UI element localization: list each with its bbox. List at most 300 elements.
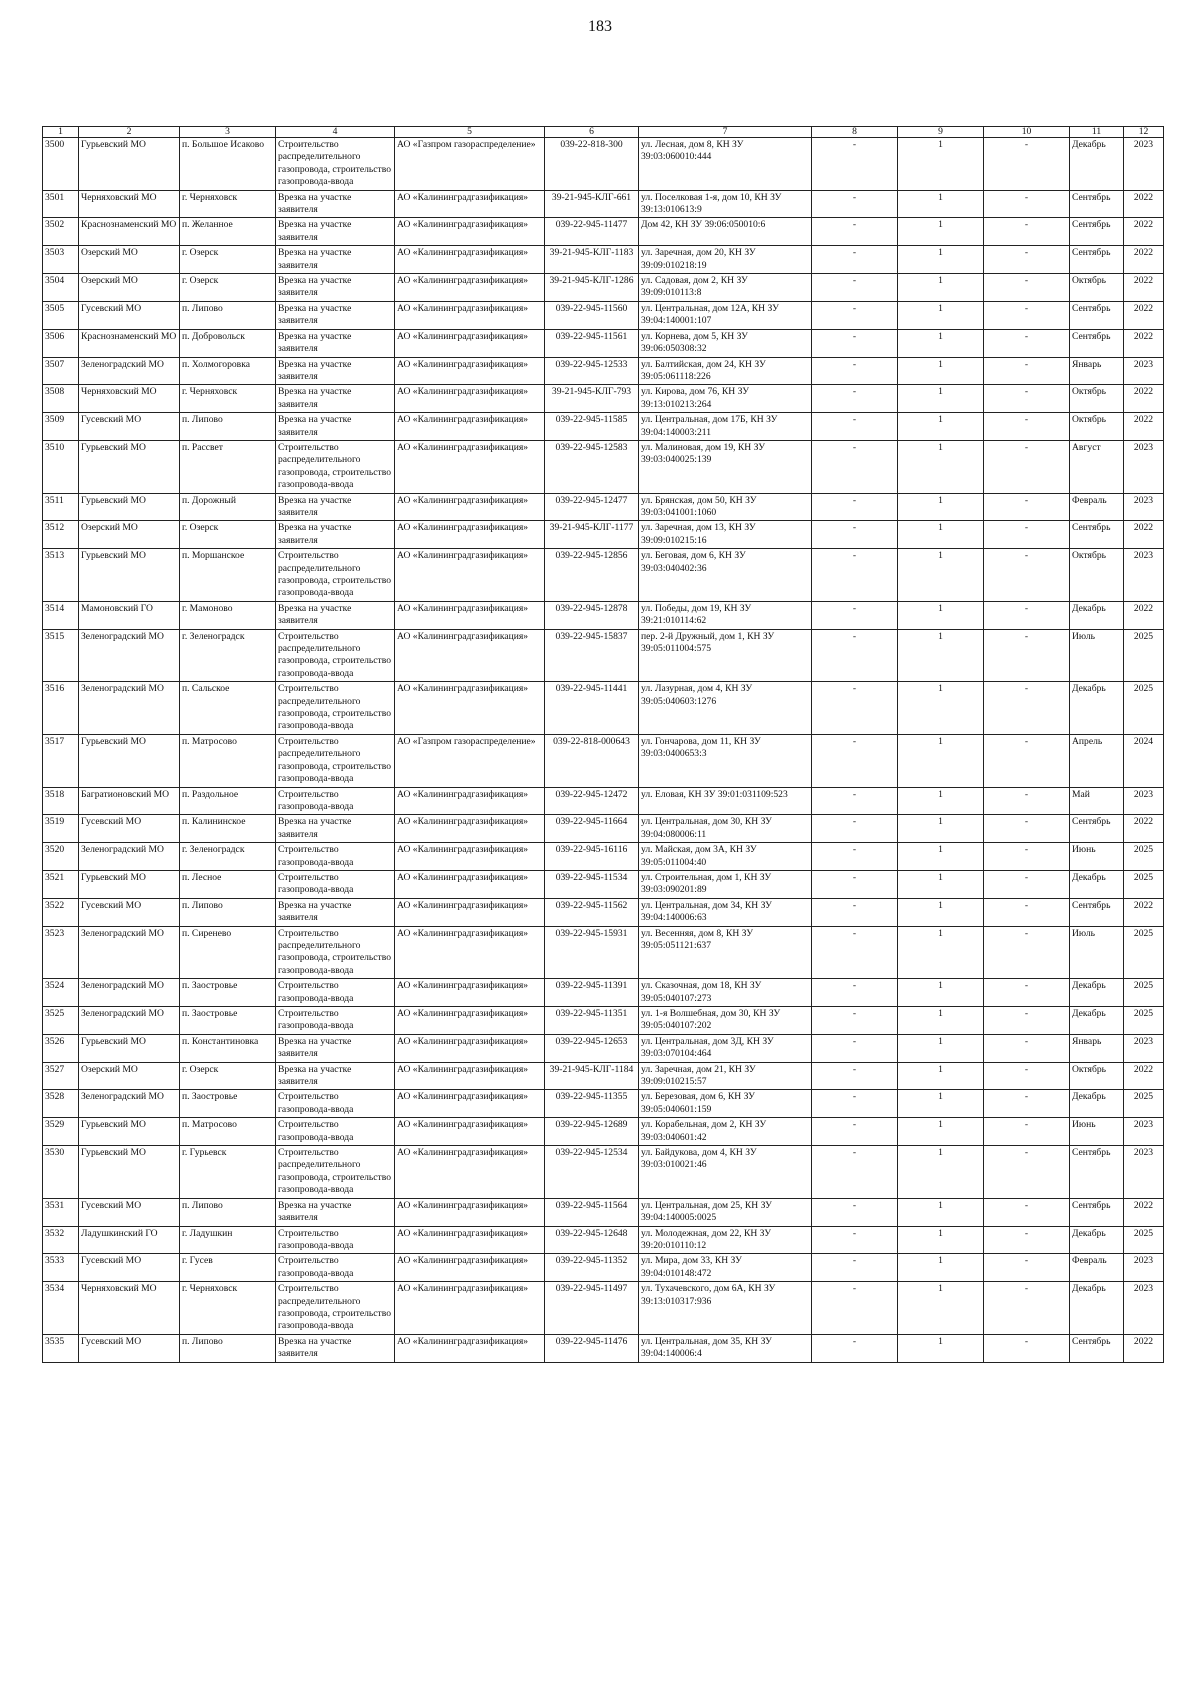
address-cell: ул. Центральная, дом 35, КН ЗУ 39:04:140006:4	[639, 1334, 812, 1362]
month-cell: Сентябрь	[1070, 1146, 1124, 1199]
work-type-cell: Врезка на участке заявителя	[276, 274, 395, 302]
organization-cell: АО «Калининградгазификация»	[395, 1198, 545, 1226]
col10-cell: -	[984, 190, 1070, 218]
address-cell: ул. Малиновая, дом 19, КН ЗУ 39:03:040025:139	[639, 440, 812, 493]
organization-cell: АО «Калининградгазификация»	[395, 926, 545, 979]
col9-cell: 1	[898, 549, 984, 602]
col9-cell: 1	[898, 787, 984, 815]
table-row	[43, 329, 1164, 357]
municipality-cell: Гурьевский МО	[79, 1118, 180, 1146]
settlement-cell: п. Холмогоровка	[180, 357, 276, 385]
settlement-cell: п. Заостровье	[180, 979, 276, 1007]
settlement-cell: п. Дорожный	[180, 493, 276, 521]
col10-cell: -	[984, 1118, 1070, 1146]
year-cell: 2025	[1124, 682, 1164, 735]
year-cell: 2024	[1124, 734, 1164, 787]
municipality-cell: Гурьевский МО	[79, 1146, 180, 1199]
col8-cell: -	[812, 1118, 898, 1146]
col8-cell: -	[812, 493, 898, 521]
organization-cell: АО «Калининградгазификация»	[395, 521, 545, 549]
municipality-cell: Озерский МО	[79, 521, 180, 549]
month-cell: Декабрь	[1070, 870, 1124, 898]
settlement-cell: г. Зеленоградск	[180, 629, 276, 682]
settlement-cell: п. Матросово	[180, 1118, 276, 1146]
work-type-cell: Врезка на участке заявителя	[276, 413, 395, 441]
row-number: 3504	[43, 274, 79, 302]
row-number: 3522	[43, 898, 79, 926]
municipality-cell: Гурьевский МО	[79, 870, 180, 898]
month-cell: Декабрь	[1070, 138, 1124, 191]
row-number: 3505	[43, 301, 79, 329]
row-number: 3526	[43, 1034, 79, 1062]
table-row	[43, 629, 1164, 682]
address-cell: ул. Победы, дом 19, КН ЗУ 39:21:010114:62	[639, 601, 812, 629]
month-cell: Сентябрь	[1070, 1198, 1124, 1226]
col10-cell: -	[984, 1282, 1070, 1335]
municipality-cell: Зеленоградский МО	[79, 357, 180, 385]
year-cell: 2022	[1124, 1198, 1164, 1226]
column-header-6: 6	[545, 127, 639, 138]
year-cell: 2025	[1124, 1226, 1164, 1254]
table-body	[43, 138, 1164, 1363]
work-type-cell: Строительство газопровода-ввода	[276, 1254, 395, 1282]
col9-cell: 1	[898, 1034, 984, 1062]
organization-cell: АО «Калининградгазификация»	[395, 898, 545, 926]
year-cell: 2022	[1124, 329, 1164, 357]
organization-cell: АО «Калининградгазификация»	[395, 413, 545, 441]
col8-cell: -	[812, 1007, 898, 1035]
col10-cell: -	[984, 843, 1070, 871]
code-cell: 39-21-945-КЛГ-1183	[545, 246, 639, 274]
col9-cell: 1	[898, 413, 984, 441]
code-cell: 39-21-945-КЛГ-661	[545, 190, 639, 218]
code-cell: 039-22-818-000643	[545, 734, 639, 787]
settlement-cell: п. Большое Исаково	[180, 138, 276, 191]
code-cell: 39-21-945-КЛГ-1286	[545, 274, 639, 302]
table-row	[43, 870, 1164, 898]
row-number: 3528	[43, 1090, 79, 1118]
col10-cell: -	[984, 385, 1070, 413]
municipality-cell: Гусевский МО	[79, 1254, 180, 1282]
code-cell: 039-22-945-12534	[545, 1146, 639, 1199]
month-cell: Декабрь	[1070, 601, 1124, 629]
settlement-cell: г. Озерск	[180, 521, 276, 549]
code-cell: 039-22-945-11477	[545, 218, 639, 246]
work-type-cell: Строительство распределительного газопровода, строительство газопровода-ввода	[276, 682, 395, 735]
row-number: 3521	[43, 870, 79, 898]
col8-cell: -	[812, 1334, 898, 1362]
municipality-cell: Черняховский МО	[79, 385, 180, 413]
col10-cell: -	[984, 1034, 1070, 1062]
code-cell: 039-22-945-12653	[545, 1034, 639, 1062]
table-row	[43, 682, 1164, 735]
code-cell: 039-22-945-12477	[545, 493, 639, 521]
code-cell: 039-22-818-300	[545, 138, 639, 191]
col9-cell: 1	[898, 1062, 984, 1090]
col10-cell: -	[984, 979, 1070, 1007]
column-header-8: 8	[812, 127, 898, 138]
work-type-cell: Врезка на участке заявителя	[276, 329, 395, 357]
year-cell: 2022	[1124, 815, 1164, 843]
row-number: 3506	[43, 329, 79, 357]
gasification-table	[42, 126, 1164, 1363]
settlement-cell: г. Гусев	[180, 1254, 276, 1282]
col8-cell: -	[812, 979, 898, 1007]
year-cell: 2022	[1124, 246, 1164, 274]
month-cell: Октябрь	[1070, 413, 1124, 441]
col8-cell: -	[812, 898, 898, 926]
organization-cell: АО «Калининградгазификация»	[395, 815, 545, 843]
year-cell: 2022	[1124, 898, 1164, 926]
table-row	[43, 1007, 1164, 1035]
municipality-cell: Черняховский МО	[79, 190, 180, 218]
table-row	[43, 138, 1164, 191]
address-cell: Дом 42, КН ЗУ 39:06:050010:6	[639, 218, 812, 246]
col8-cell: -	[812, 843, 898, 871]
code-cell: 39-21-945-КЛГ-1184	[545, 1062, 639, 1090]
settlement-cell: п. Раздольное	[180, 787, 276, 815]
year-cell: 2025	[1124, 629, 1164, 682]
year-cell: 2022	[1124, 413, 1164, 441]
work-type-cell: Врезка на участке заявителя	[276, 301, 395, 329]
col9-cell: 1	[898, 601, 984, 629]
col8-cell: -	[812, 787, 898, 815]
code-cell: 39-21-945-КЛГ-1177	[545, 521, 639, 549]
work-type-cell: Врезка на участке заявителя	[276, 1062, 395, 1090]
month-cell: Октябрь	[1070, 274, 1124, 302]
month-cell: Сентябрь	[1070, 218, 1124, 246]
col9-cell: 1	[898, 682, 984, 735]
municipality-cell: Гурьевский МО	[79, 138, 180, 191]
address-cell: ул. Центральная, дом 25, КН ЗУ 39:04:140005:0025	[639, 1198, 812, 1226]
settlement-cell: п. Рассвет	[180, 440, 276, 493]
organization-cell: АО «Калининградгазификация»	[395, 682, 545, 735]
address-cell: ул. Строительная, дом 1, КН ЗУ 39:03:090201:89	[639, 870, 812, 898]
table-row	[43, 440, 1164, 493]
code-cell: 039-22-945-12583	[545, 440, 639, 493]
month-cell: Сентябрь	[1070, 521, 1124, 549]
address-cell: ул. Березовая, дом 6, КН ЗУ 39:05:040601:159	[639, 1090, 812, 1118]
code-cell: 039-22-945-15837	[545, 629, 639, 682]
col9-cell: 1	[898, 1282, 984, 1335]
col10-cell: -	[984, 440, 1070, 493]
address-cell: ул. Еловая, КН ЗУ 39:01:031109:523	[639, 787, 812, 815]
settlement-cell: г. Черняховск	[180, 190, 276, 218]
col9-cell: 1	[898, 1254, 984, 1282]
col9-cell: 1	[898, 1226, 984, 1254]
organization-cell: АО «Калининградгазификация»	[395, 549, 545, 602]
row-number: 3517	[43, 734, 79, 787]
municipality-cell: Краснознаменский МО	[79, 218, 180, 246]
col10-cell: -	[984, 787, 1070, 815]
settlement-cell: г. Черняховск	[180, 385, 276, 413]
table-row	[43, 1118, 1164, 1146]
col10-cell: -	[984, 274, 1070, 302]
address-cell: ул. Поселковая 1-я, дом 10, КН ЗУ 39:13:010613:9	[639, 190, 812, 218]
year-cell: 2022	[1124, 301, 1164, 329]
table-row	[43, 787, 1164, 815]
table-row	[43, 1090, 1164, 1118]
table-row	[43, 601, 1164, 629]
row-number: 3500	[43, 138, 79, 191]
table-row	[43, 1282, 1164, 1335]
work-type-cell: Врезка на участке заявителя	[276, 521, 395, 549]
year-cell: 2023	[1124, 787, 1164, 815]
municipality-cell: Гурьевский МО	[79, 734, 180, 787]
table-row	[43, 1198, 1164, 1226]
month-cell: Сентябрь	[1070, 1334, 1124, 1362]
col9-cell: 1	[898, 190, 984, 218]
row-number: 3510	[43, 440, 79, 493]
row-number: 3516	[43, 682, 79, 735]
month-cell: Май	[1070, 787, 1124, 815]
year-cell: 2025	[1124, 1090, 1164, 1118]
settlement-cell: п. Липово	[180, 413, 276, 441]
municipality-cell: Мамоновский ГО	[79, 601, 180, 629]
col8-cell: -	[812, 926, 898, 979]
col8-cell: -	[812, 218, 898, 246]
year-cell: 2025	[1124, 926, 1164, 979]
organization-cell: АО «Калининградгазификация»	[395, 787, 545, 815]
code-cell: 039-22-945-15931	[545, 926, 639, 979]
settlement-cell: п. Сиренево	[180, 926, 276, 979]
address-cell: ул. Кирова, дом 76, КН ЗУ 39:13:010213:264	[639, 385, 812, 413]
col8-cell: -	[812, 1254, 898, 1282]
col10-cell: -	[984, 138, 1070, 191]
work-type-cell: Врезка на участке заявителя	[276, 1334, 395, 1362]
month-cell: Январь	[1070, 1034, 1124, 1062]
code-cell: 039-22-945-12472	[545, 787, 639, 815]
row-number: 3501	[43, 190, 79, 218]
address-cell: пер. 2-й Дружный, дом 1, КН ЗУ 39:05:011004:575	[639, 629, 812, 682]
work-type-cell: Врезка на участке заявителя	[276, 493, 395, 521]
col8-cell: -	[812, 629, 898, 682]
municipality-cell: Ладушкинский ГО	[79, 1226, 180, 1254]
organization-cell: АО «Калининградгазификация»	[395, 1090, 545, 1118]
address-cell: ул. Мира, дом 33, КН ЗУ 39:04:010148:472	[639, 1254, 812, 1282]
settlement-cell: п. Сальское	[180, 682, 276, 735]
table-row	[43, 1146, 1164, 1199]
municipality-cell: Гурьевский МО	[79, 440, 180, 493]
col10-cell: -	[984, 413, 1070, 441]
settlement-cell: п. Желанное	[180, 218, 276, 246]
organization-cell: АО «Калининградгазификация»	[395, 843, 545, 871]
col8-cell: -	[812, 601, 898, 629]
col10-cell: -	[984, 1146, 1070, 1199]
table-row	[43, 898, 1164, 926]
row-number: 3533	[43, 1254, 79, 1282]
table-row	[43, 218, 1164, 246]
year-cell: 2023	[1124, 1034, 1164, 1062]
month-cell: Сентябрь	[1070, 329, 1124, 357]
code-cell: 039-22-945-11562	[545, 898, 639, 926]
table-row	[43, 1254, 1164, 1282]
col9-cell: 1	[898, 1146, 984, 1199]
municipality-cell: Озерский МО	[79, 274, 180, 302]
work-type-cell: Строительство распределительного газопровода, строительство газопровода-ввода	[276, 1282, 395, 1335]
col10-cell: -	[984, 301, 1070, 329]
address-cell: ул. Садовая, дом 2, КН ЗУ 39:09:010113:8	[639, 274, 812, 302]
col8-cell: -	[812, 246, 898, 274]
col9-cell: 1	[898, 1118, 984, 1146]
code-cell: 039-22-945-11560	[545, 301, 639, 329]
year-cell: 2023	[1124, 549, 1164, 602]
table-row	[43, 843, 1164, 871]
address-cell: ул. Сказочная, дом 18, КН ЗУ 39:05:040107:273	[639, 979, 812, 1007]
code-cell: 039-22-945-12648	[545, 1226, 639, 1254]
municipality-cell: Гусевский МО	[79, 1334, 180, 1362]
table-row	[43, 1334, 1164, 1362]
settlement-cell: п. Липово	[180, 1198, 276, 1226]
code-cell: 039-22-945-11355	[545, 1090, 639, 1118]
month-cell: Декабрь	[1070, 1226, 1124, 1254]
col9-cell: 1	[898, 979, 984, 1007]
settlement-cell: п. Добровольск	[180, 329, 276, 357]
organization-cell: АО «Калининградгазификация»	[395, 274, 545, 302]
col10-cell: -	[984, 926, 1070, 979]
work-type-cell: Строительство газопровода-ввода	[276, 1007, 395, 1035]
municipality-cell: Гусевский МО	[79, 815, 180, 843]
settlement-cell: г. Озерск	[180, 246, 276, 274]
work-type-cell: Врезка на участке заявителя	[276, 898, 395, 926]
municipality-cell: Гусевский МО	[79, 1198, 180, 1226]
code-cell: 039-22-945-12689	[545, 1118, 639, 1146]
municipality-cell: Гусевский МО	[79, 898, 180, 926]
col8-cell: -	[812, 1146, 898, 1199]
municipality-cell: Озерский МО	[79, 1062, 180, 1090]
row-number: 3502	[43, 218, 79, 246]
organization-cell: АО «Калининградгазификация»	[395, 1226, 545, 1254]
organization-cell: АО «Калининградгазификация»	[395, 493, 545, 521]
work-type-cell: Строительство распределительного газопровода, строительство газопровода-ввода	[276, 926, 395, 979]
col10-cell: -	[984, 549, 1070, 602]
settlement-cell: п. Липово	[180, 898, 276, 926]
month-cell: Декабрь	[1070, 979, 1124, 1007]
col8-cell: -	[812, 329, 898, 357]
municipality-cell: Черняховский МО	[79, 1282, 180, 1335]
col9-cell: 1	[898, 301, 984, 329]
col8-cell: -	[812, 440, 898, 493]
col10-cell: -	[984, 629, 1070, 682]
month-cell: Октябрь	[1070, 385, 1124, 413]
col8-cell: -	[812, 357, 898, 385]
municipality-cell: Багратионовский МО	[79, 787, 180, 815]
organization-cell: АО «Калининградгазификация»	[395, 190, 545, 218]
col9-cell: 1	[898, 246, 984, 274]
col10-cell: -	[984, 870, 1070, 898]
row-number: 3532	[43, 1226, 79, 1254]
year-cell: 2025	[1124, 870, 1164, 898]
month-cell: Июль	[1070, 629, 1124, 682]
organization-cell: АО «Калининградгазификация»	[395, 1282, 545, 1335]
row-number: 3529	[43, 1118, 79, 1146]
address-cell: ул. Центральная, дом 17Б, КН ЗУ 39:04:140003:211	[639, 413, 812, 441]
month-cell: Сентябрь	[1070, 898, 1124, 926]
address-cell: ул. Заречная, дом 21, КН ЗУ 39:09:010215:57	[639, 1062, 812, 1090]
col10-cell: -	[984, 246, 1070, 274]
row-number: 3507	[43, 357, 79, 385]
col10-cell: -	[984, 218, 1070, 246]
work-type-cell: Строительство газопровода-ввода	[276, 1118, 395, 1146]
year-cell: 2022	[1124, 385, 1164, 413]
month-cell: Октябрь	[1070, 549, 1124, 602]
code-cell: 039-22-945-11534	[545, 870, 639, 898]
col10-cell: -	[984, 898, 1070, 926]
year-cell: 2023	[1124, 493, 1164, 521]
row-number: 3515	[43, 629, 79, 682]
row-number: 3523	[43, 926, 79, 979]
row-number: 3519	[43, 815, 79, 843]
organization-cell: АО «Калининградгазификация»	[395, 440, 545, 493]
row-number: 3513	[43, 549, 79, 602]
col8-cell: -	[812, 870, 898, 898]
table-row	[43, 385, 1164, 413]
year-cell: 2025	[1124, 843, 1164, 871]
code-cell: 039-22-945-11585	[545, 413, 639, 441]
month-cell: Декабрь	[1070, 1090, 1124, 1118]
year-cell: 2023	[1124, 1282, 1164, 1335]
column-header-11: 11	[1070, 127, 1124, 138]
col8-cell: -	[812, 1282, 898, 1335]
organization-cell: АО «Калининградгазификация»	[395, 1334, 545, 1362]
organization-cell: АО «Калининградгазификация»	[395, 870, 545, 898]
organization-cell: АО «Калининградгазификация»	[395, 385, 545, 413]
col8-cell: -	[812, 413, 898, 441]
work-type-cell: Строительство распределительного газопровода, строительство газопровода-ввода	[276, 440, 395, 493]
settlement-cell: п. Константиновка	[180, 1034, 276, 1062]
col9-cell: 1	[898, 1198, 984, 1226]
column-header-1: 1	[43, 127, 79, 138]
organization-cell: АО «Калининградгазификация»	[395, 1034, 545, 1062]
row-number: 3503	[43, 246, 79, 274]
code-cell: 039-22-945-16116	[545, 843, 639, 871]
col9-cell: 1	[898, 1007, 984, 1035]
col8-cell: -	[812, 734, 898, 787]
month-cell: Декабрь	[1070, 1282, 1124, 1335]
work-type-cell: Строительство распределительного газопровода, строительство газопровода-ввода	[276, 138, 395, 191]
year-cell: 2023	[1124, 357, 1164, 385]
address-cell: ул. Центральная, дом 12А, КН ЗУ 39:04:140001:107	[639, 301, 812, 329]
work-type-cell: Врезка на участке заявителя	[276, 246, 395, 274]
code-cell: 039-22-945-12533	[545, 357, 639, 385]
year-cell: 2022	[1124, 601, 1164, 629]
municipality-cell: Гурьевский МО	[79, 493, 180, 521]
col9-cell: 1	[898, 493, 984, 521]
row-number: 3525	[43, 1007, 79, 1035]
col10-cell: -	[984, 1062, 1070, 1090]
month-cell: Август	[1070, 440, 1124, 493]
address-cell: ул. Корнева, дом 5, КН ЗУ 39:06:050308:32	[639, 329, 812, 357]
table-row	[43, 734, 1164, 787]
table-row	[43, 1062, 1164, 1090]
col8-cell: -	[812, 138, 898, 191]
col8-cell: -	[812, 1226, 898, 1254]
month-cell: Февраль	[1070, 493, 1124, 521]
table-row	[43, 1226, 1164, 1254]
col10-cell: -	[984, 357, 1070, 385]
col9-cell: 1	[898, 329, 984, 357]
month-cell: Июнь	[1070, 843, 1124, 871]
year-cell: 2025	[1124, 979, 1164, 1007]
work-type-cell: Строительство распределительного газопровода, строительство газопровода-ввода	[276, 1146, 395, 1199]
municipality-cell: Зеленоградский МО	[79, 1090, 180, 1118]
table-row	[43, 301, 1164, 329]
settlement-cell: г. Черняховск	[180, 1282, 276, 1335]
column-header-10: 10	[984, 127, 1070, 138]
row-number: 3514	[43, 601, 79, 629]
organization-cell: АО «Газпром газораспределение»	[395, 138, 545, 191]
month-cell: Сентябрь	[1070, 301, 1124, 329]
